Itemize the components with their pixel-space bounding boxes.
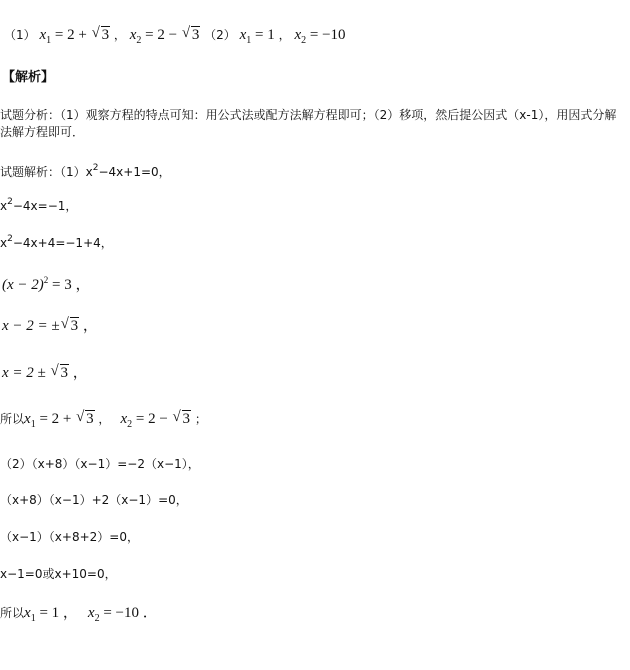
sqrt-symbol: √ 3: [92, 27, 111, 43]
step-4: $(x - 2)^2 = 3$ ，: [2, 275, 91, 293]
section-heading: 【解析】: [2, 70, 55, 85]
answer-part2-label: （2）: [204, 28, 236, 42]
sqrt-symbol: √ 3: [61, 318, 80, 334]
analysis-paragraph: 试题分析：（1）观察方程的特点可知：用公式法或配方法解方程即可；（2）移项，然后提公因式（x-1），用因式分解法解方程即可．: [0, 108, 617, 139]
step-5: x − 2 = ±√ 3 ，: [2, 318, 98, 334]
step-10: （x−1）（x+8+2）=0，: [0, 530, 139, 544]
sqrt-symbol: √ 3: [51, 365, 70, 381]
step-7: 所以$x_1 = 2$ + √ 3 ， $x_2 = 2$ − √ 3 ；: [0, 411, 207, 433]
answer-part1-label: （1）: [4, 28, 36, 42]
step-11: x−1=0或x+10=0，: [0, 567, 117, 581]
answer-x2b: $x_2 = -10$: [294, 27, 346, 46]
step-8: （2）（x+8）（x−1）=−2（x−1），: [0, 457, 200, 471]
step-6: x = 2 ± √ 3 ，: [2, 365, 88, 381]
step-2: $x^2-4x=-1$，: [0, 197, 78, 213]
sqrt-symbol: √ 3: [173, 411, 192, 427]
step-3: $x^2-4x+4=-1+4$，: [0, 234, 113, 250]
step-1: 试题解析：$(1)x^2-4x+1=0$，: [0, 163, 171, 179]
answer-x2: $x_2 = 2$ − √ 3: [130, 27, 201, 43]
step-9: （x+8）（x−1）+2（x−1）=0，: [0, 493, 188, 507]
step-12: 所以$x_1 = 1$ ， $x_2 = -10$ ．: [0, 605, 158, 624]
answer-line: （1） $x_1 = 2$ + √ 3 ， $x_2 = 2$ − √ 3 （2） $x_1 = 1$ ， $x_2 = -10$: [4, 27, 346, 49]
sqrt-symbol: √ 3: [76, 411, 95, 427]
answer-x1b: $x_1 = 1$: [239, 27, 275, 46]
sqrt-symbol: √ 3: [182, 27, 201, 43]
answer-x1: $x_1 = 2$ + √ 3: [39, 27, 110, 43]
